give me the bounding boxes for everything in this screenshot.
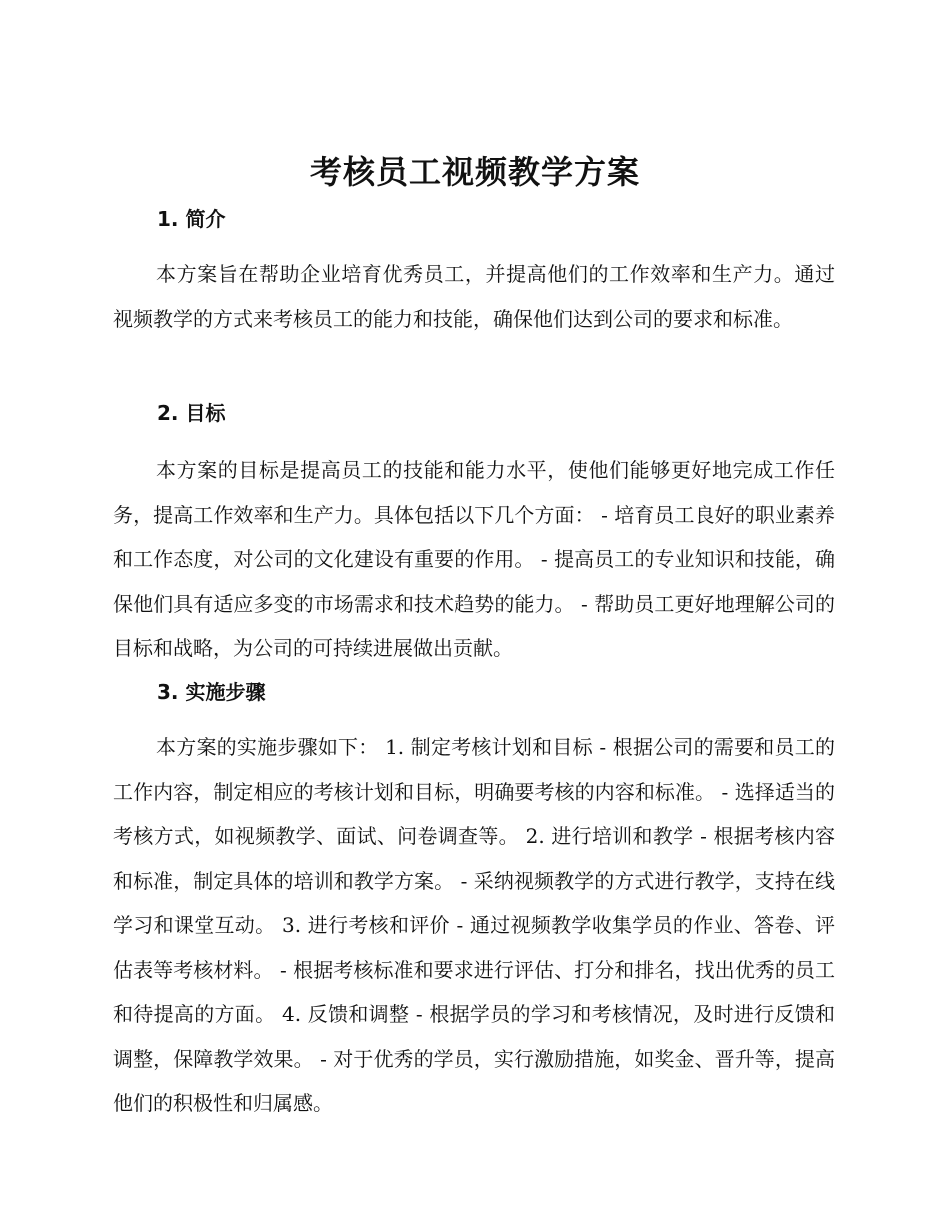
section-body-goals: 本方案的目标是提高员工的技能和能力水平，使他们能够更好地完成工作任务，提高工作效率和生产力。具体包括以下几个方面： - 培育员工良好的职业素养和工作态度，对公司的文化建设有重要的作用。 - 提高员工的专业知识和技能，确保他们具有适应多变的市场需求和技术趋势的能力。 - 帮助员工更好地理解公司的目标和战略，为公司的可持续进展做出贡献。 <box>113 458 835 660</box>
section-heading-steps: 3. 实施步骤 <box>157 680 266 704</box>
section-heading-intro: 1. 简介 <box>157 207 226 231</box>
section-body-intro: 本方案旨在帮助企业培育优秀员工，并提高他们的工作效率和生产力。通过视频教学的方式来考核员工的能力和技能，确保他们达到公司的要求和标准。 <box>113 262 835 331</box>
section-body-steps: 本方案的实施步骤如下： 1. 制定考核计划和目标 - 根据公司的需要和员工的工作内容，制定相应的考核计划和目标，明确要考核的内容和标准。 - 选择适当的考核方式，如视频教学、面试、问卷调查等。 2. 进行培训和教学 - 根据考核内容和标准，制定具体的培训和教学方案。 - 采纳视频教学的方式进行教学，支持在线学习和课堂互动。 3. 进行考核和评价 - 通过视频教学收集学员的作业、答卷、评估表等考核材料。 - 根据考核标准和要求进行评估、打分和排名，找出优秀的员工和待提高的方面。 4. 反馈和调整 - 根据学员的学习和考核情况，及时进行反馈和调整，保障教学效果。 - 对于优秀的学员，实行激励措施，如奖金、晋升等，提高他们的积极性和归属感。 <box>113 735 835 1115</box>
document-title: 考核员工视频教学方案 <box>309 153 640 191</box>
section-heading-goals: 2. 目标 <box>157 401 226 425</box>
